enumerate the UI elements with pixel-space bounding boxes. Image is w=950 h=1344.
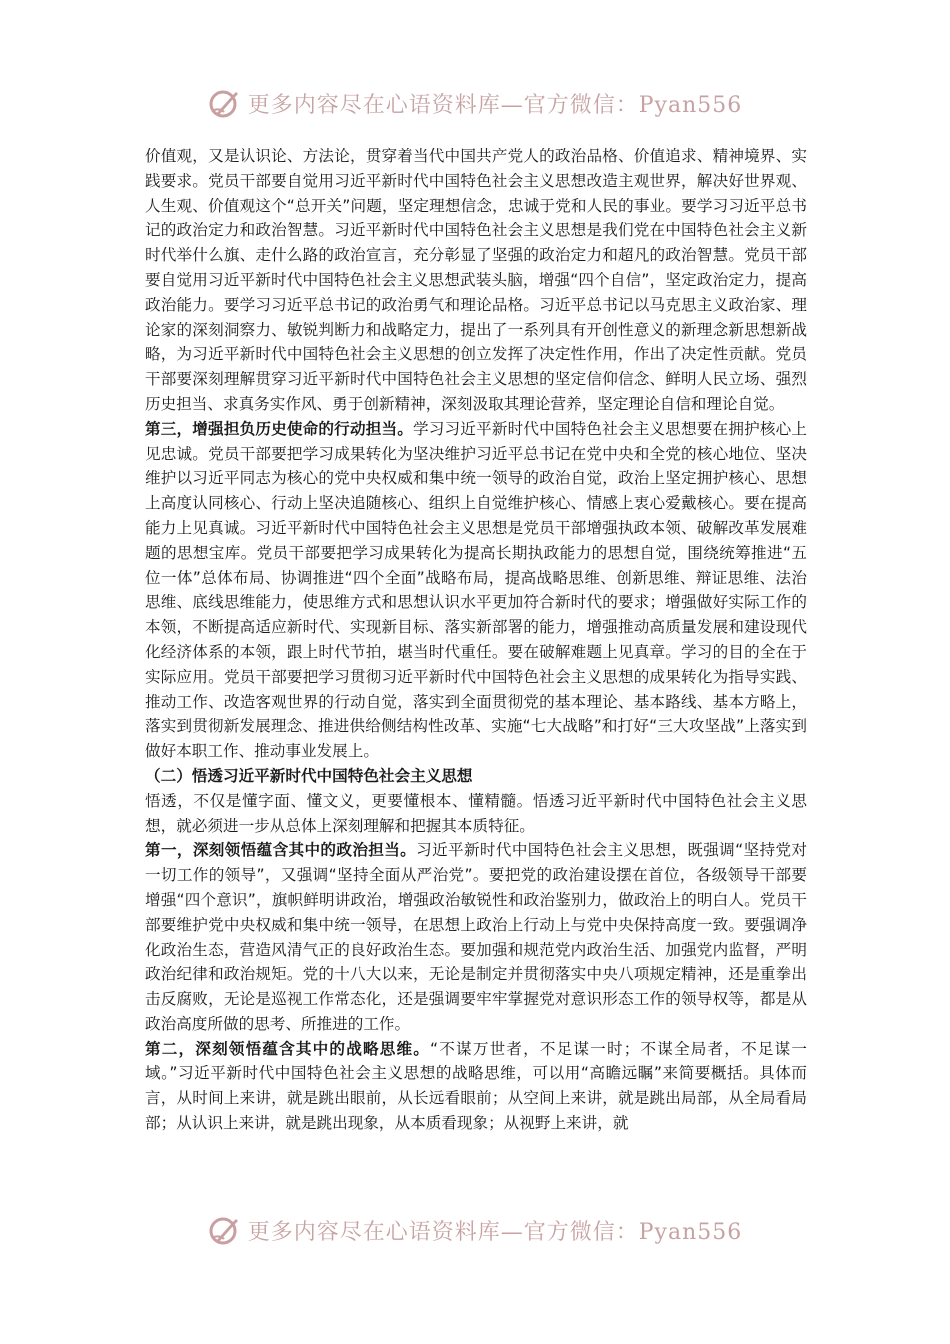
- header-banner-text: 更多内容尽在心语资料库—官方微信：Pyan556: [247, 92, 743, 118]
- footer-banner: [0, 1210, 950, 1250]
- pen-logo-icon: [208, 1213, 242, 1247]
- paragraph: [145, 789, 807, 839]
- paragraph-text: 悟透，不仅是懂字面、懂文义，更要懂根本、懂精髓。悟透习近平新时代中国特色社会主义思想，就必须进一步从总体上深刻理解和把握其本质特征。: [145, 791, 807, 835]
- paragraph: [145, 417, 807, 764]
- paragraph: [145, 838, 807, 1036]
- paragraph-lead: 第二，深刻领悟蕴含其中的战略思维。: [145, 1039, 431, 1058]
- paragraph-text: “不谋万世者，不足谋一时；不谋全局者，不足谋一域。”习近平新时代中国特色社会主义思想的战略思维，可以用“高瞻远瞩”来简要概括。具体而言，从时间上来讲，就是跳出眼前，从长远看眼前；从空间上来讲，就是跳出局部，从全局看局部；从认识上来讲，就是跳出现象，从本质看现象；从视野上来讲，就: [145, 1039, 807, 1133]
- document-body: [145, 144, 807, 1136]
- header-banner: [0, 83, 950, 123]
- section-heading-text: （二）悟透习近平新时代中国特色社会主义思想: [145, 766, 473, 785]
- paragraph-lead: 第三，增强担负历史使命的行动担当。: [145, 419, 414, 438]
- section-heading: [145, 764, 807, 789]
- pen-logo-icon: [208, 86, 242, 120]
- paragraph: [145, 1037, 807, 1136]
- paragraph-text: 习近平新时代中国特色社会主义思想，既强调“坚持党对一切工作的领导”，又强调“坚持全面从严治党”。要把党的政治建设摆在首位，各级领导干部要增强“四个意识”，旗帜鲜明讲政治，增强政治敏锐性和政治鉴别力，做政治上的明白人。党员干部要维护党中央权威和集中统一领导，在思想上政治上行动上与党中央保持高度一致。要强调净化政治生态，营造风清气正的良好政治生态。要加强和规范党内政治生活、加强党内监督，严明政治纪律和政治规矩。党的十八大以来，无论是制定并贯彻落实中央八项规定精神，还是重拳出击反腐败，无论是巡视工作常态化，还是强调要牢牢掌握党对意识形态工作的领导权等，都是从政治高度所做的思考、所推进的工作。: [145, 841, 807, 1033]
- paragraph-text: 学习习近平新时代中国特色社会主义思想要在拥护核心上见忠诚。党员干部要把学习成果转化为坚决维护习近平总书记在党中央和全党的核心地位、坚决维护以习近平同志为核心的党中央权威和集中统一领导的政治自觉，政治上坚定拥护核心、思想上高度认同核心、行动上坚决追随核心、组织上自觉维护核心、情感上衷心爱戴核心。要在提高能力上见真诚。习近平新时代中国特色社会主义思想是党员干部增强执政本领、破解改革发展难题的思想宝库。党员干部要把学习成果转化为提高长期执政能力的思想自觉，围绕统筹推进“五位一体”总体布局、协调推进“四个全面”战略布局，提高战略思维、创新思维、辩证思维、法治思维、底线思维能力，使思维方式和思想认识水平更加符合新时代的要求；增强做好实际工作的本领，不断提高适应新时代、实现新目标、落实新部署的能力，增强推动高质量发展和建设现代化经济体系的本领，跟上时代节拍，堪当时代重任。要在破解难题上见真章。学习的目的全在于实际应用。党员干部要把学习贯彻习近平新时代中国特色社会主义思想的成果转化为指导实践、推动工作、改造客观世界的行动自觉，落实到全面贯彻党的基本理论、基本路线、基本方略上，落实到贯彻新发展理念、推进供给侧结构性改革、实施“七大战略”和打好“三大攻坚战”上落实到做好本职工作、推动事业发展上。: [145, 419, 807, 761]
- paragraph-text: 价值观，又是认识论、方法论，贯穿着当代中国共产党人的政治品格、价值追求、精神境界、实践要求。党员干部要自觉用习近平新时代中国特色社会主义思想改造主观世界，解决好世界观、人生观、价值观这个“总开关”问题，坚定理想信念，忠诚于党和人民的事业。要学习习近平总书记的政治定力和政治智慧。习近平新时代中国特色社会主义思想是我们党在中国特色社会主义新时代举什么旗、走什么路的政治宣言，充分彰显了坚强的政治定力和超凡的政治智慧。党员干部要自觉用习近平新时代中国特色社会主义思想武装头脑，增强“四个自信”，坚定政治定力，提高政治能力。要学习习近平总书记的政治勇气和理论品格。习近平总书记以马克思主义政治家、理论家的深刻洞察力、敏锐判断力和战略定力，提出了一系列具有开创性意义的新理念新思想新战略，为习近平新时代中国特色社会主义思想的创立发挥了决定性作用，作出了决定性贡献。党员干部要深刻理解贯穿习近平新时代中国特色社会主义思想的坚定信仰信念、鲜明人民立场、强烈历史担当、求真务实作风、勇于创新精神，深刻汲取其理论营养，坚定理论自信和理论自觉。: [145, 147, 807, 413]
- paragraph: [145, 144, 807, 417]
- footer-banner-text: 更多内容尽在心语资料库—官方微信：Pyan556: [247, 1219, 743, 1245]
- paragraph-lead: 第一，深刻领悟蕴含其中的政治担当。: [145, 841, 417, 860]
